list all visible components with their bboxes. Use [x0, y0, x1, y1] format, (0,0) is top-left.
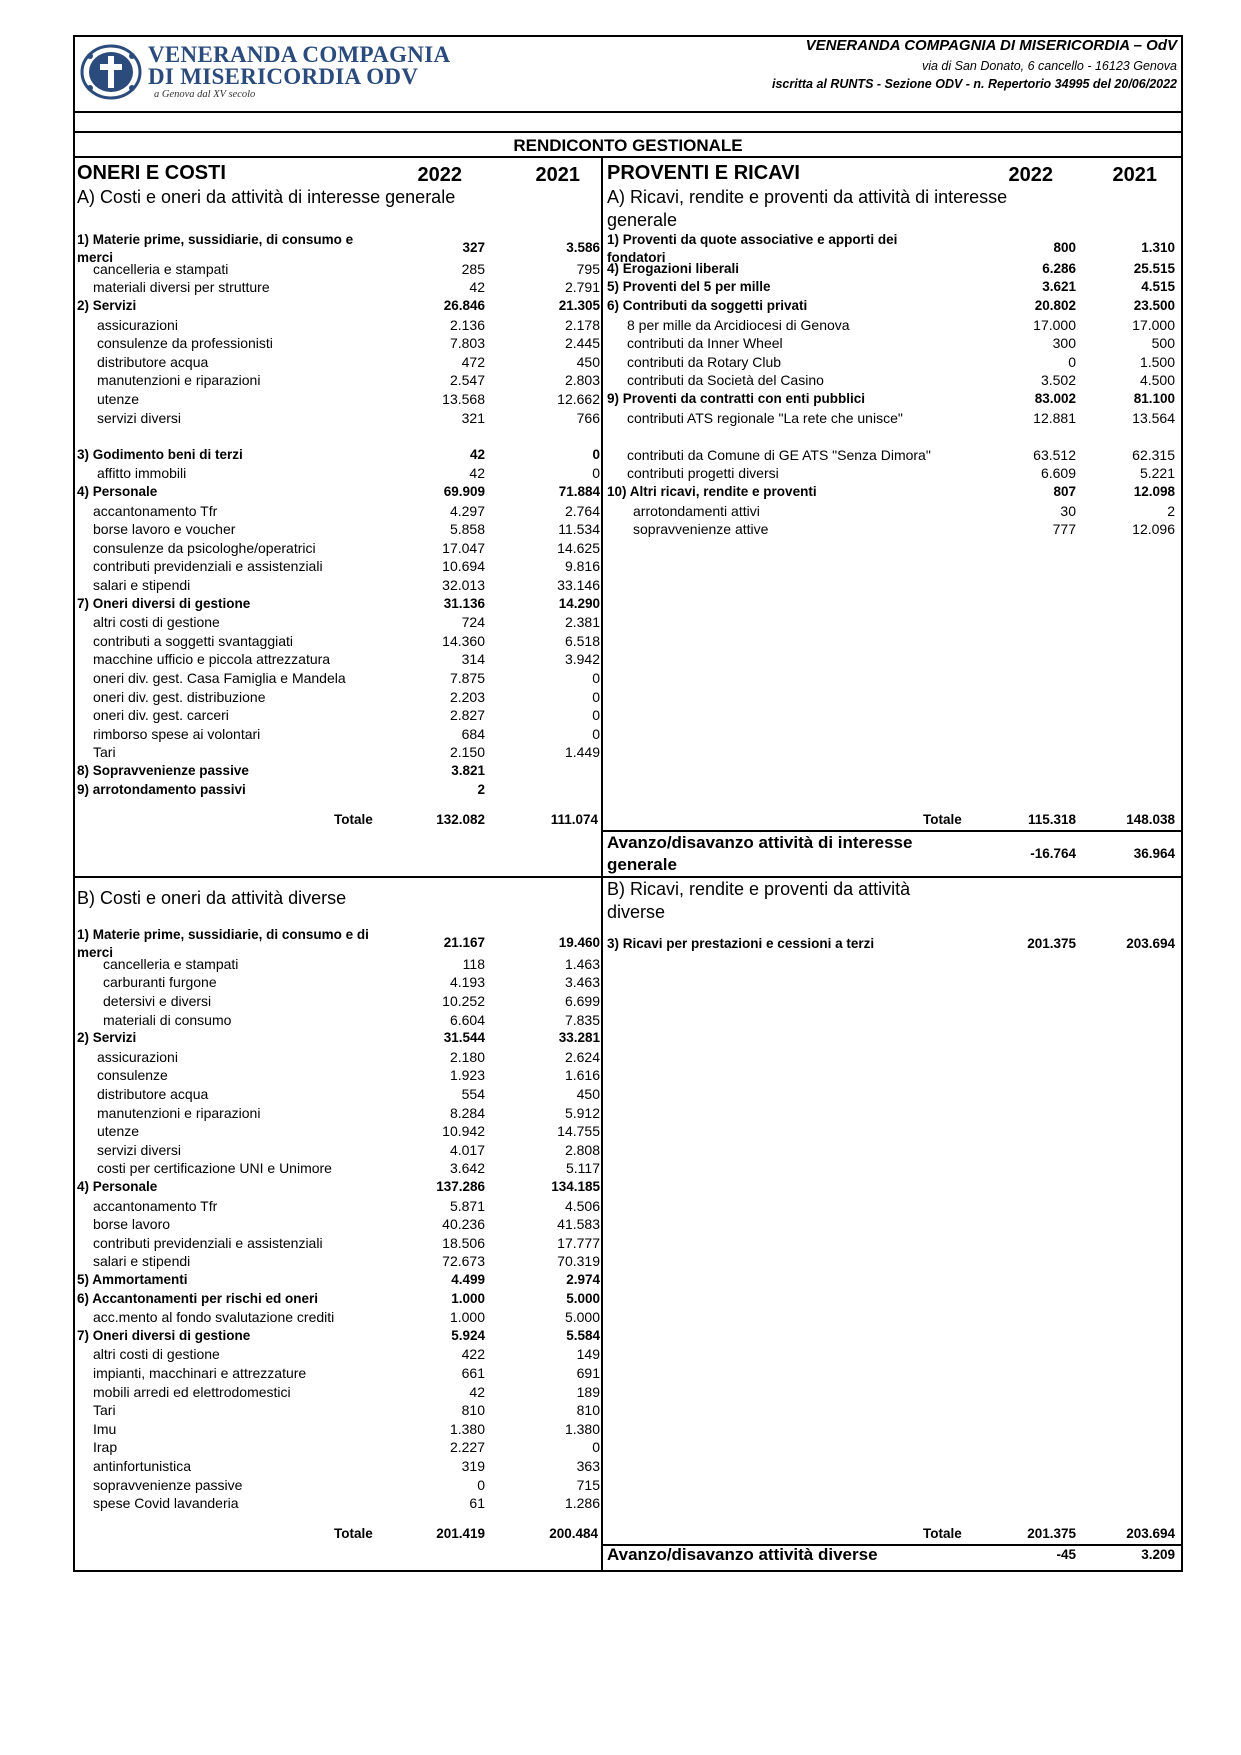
oneri-a-row-2022: 69.909 [443, 484, 485, 500]
oneri-b-row-2022: 422 [461, 1346, 485, 1363]
proventi-a-row-label: contributi progetti diversi [627, 465, 779, 482]
proventi-a-row-2022: 63.512 [1033, 446, 1076, 463]
oneri-a-row-2022: 17.047 [442, 539, 485, 556]
oneri-b-row-label: detersivi e diversi [103, 993, 212, 1010]
oneri-a-row-label: manutenzioni e riparazioni [97, 372, 261, 389]
header-address: via di San Donato, 6 cancello - 16123 Genova [921, 59, 1177, 73]
oneri-a-row-2022: 42 [469, 279, 485, 296]
oneri-b-row-2021: 1.463 [564, 955, 600, 972]
oneri-b-row-label: contributi previdenziali e assistenziali [93, 1234, 323, 1251]
oneri-a-row-2022: 724 [461, 614, 485, 631]
oneri-a-row-2022: 31.136 [443, 595, 485, 611]
oneri-b-row-2022: 31.544 [443, 1030, 485, 1046]
oneri-a-row-2021: 11.534 [558, 521, 600, 538]
proventi-a-row-2021: 1.500 [1139, 353, 1175, 370]
title-top-rule [73, 131, 1183, 133]
oneri-a-row-label: oneri div. gest. distribuzione [93, 688, 266, 705]
oneri-a-row-2021: 0 [592, 446, 600, 462]
oneri-b-row-label: costi per certificazione UNI e Unimore [97, 1160, 332, 1177]
oneri-b-row-2022: 1.000 [449, 1309, 485, 1326]
oneri-a-row-2022: 32.013 [442, 577, 485, 594]
oneri-b-row-label: Tari [93, 1402, 116, 1419]
oneri-b-row-2022: 40.236 [442, 1216, 485, 1233]
oneri-b-row-2022: 3.642 [449, 1160, 485, 1177]
header-org: VENERANDA COMPAGNIA DI MISERICORDIA – OdV [805, 37, 1177, 54]
oneri-b-row-2022: 0 [477, 1476, 485, 1493]
proventi-a-row-2022: 17.000 [1033, 316, 1076, 333]
oneri-a-row-label: macchine ufficio e piccola attrezzatura [93, 651, 331, 668]
oneri-a-row-2022: 14.360 [442, 632, 485, 649]
proventi-b-result-2022: -45 [1056, 1547, 1076, 1562]
oneri-a-row-2022: 26.846 [443, 298, 485, 314]
oneri-b-row-2021: 41.583 [557, 1216, 600, 1233]
oneri-b-row-2022: 1.923 [449, 1067, 485, 1084]
oneri-a-row-label: borse lavoro e voucher [93, 521, 236, 538]
oneri-b-row-2021: 810 [576, 1402, 600, 1419]
oneri-a-row-label: cancelleria e stampati [93, 260, 229, 277]
oneri-b-row-2021: 1.286 [564, 1495, 600, 1512]
proventi-a-row-2021: 12.096 [1132, 521, 1175, 538]
proventi-a-result-2022: -16.764 [1030, 846, 1076, 861]
proventi-a-row-2022: 3.621 [1042, 279, 1076, 295]
proventi-a-row-2021: 62.315 [1132, 446, 1175, 463]
oneri-a-row-2022: 472 [461, 353, 485, 370]
oneri-b-row-2022: 6.604 [449, 1011, 485, 1028]
oneri-b-row-label: 1) Materie prime, sussidiarie, di consumo e di merci [77, 927, 369, 960]
oneri-b-row-2022: 5.924 [451, 1327, 485, 1343]
oneri-a-row-2022: 3.821 [451, 763, 485, 779]
proventi-a-row-label: contributi ATS regionale "La rete che unisce" [627, 409, 903, 426]
oneri-b-row-2021: 5.117 [566, 1160, 600, 1177]
title-bottom-rule [73, 156, 1183, 158]
proventi-a-row-2022: 300 [1052, 335, 1076, 352]
oneri-b-row-2021: 0 [592, 1439, 600, 1456]
proventi-a-row-label: arrotondamenti attivi [633, 502, 760, 519]
oneri-section-b-title: B) Costi e oneri da attività diverse [77, 888, 347, 908]
proventi-a-row-2021: 23.500 [1133, 298, 1175, 314]
proventi-a-row-2022: 6.286 [1042, 260, 1076, 276]
logo-line1: VENERANDA COMPAGNIA [148, 42, 451, 67]
oneri-b-row-label: materiali di consumo [103, 1011, 232, 1028]
oneri-b-row-2022: 21.167 [443, 935, 485, 950]
proventi-heading: PROVENTI E RICAVI [607, 162, 800, 184]
oneri-b-row-2021: 17.777 [557, 1234, 600, 1251]
oneri-a-row-2021: 9.816 [564, 558, 600, 575]
oneri-b-row-label: servizi diversi [97, 1141, 182, 1158]
oneri-a-total-label: Totale [334, 812, 373, 827]
oneri-b-row-2021: 4.506 [564, 1197, 600, 1214]
proventi-b-row-2022: 201.375 [1027, 936, 1076, 951]
oneri-b-row-label: distributore acqua [97, 1086, 209, 1103]
oneri-b-row-label: borse lavoro [93, 1216, 171, 1233]
oneri-a-row-2021: 14.625 [557, 539, 600, 556]
oneri-b-row-2021: 363 [576, 1458, 600, 1475]
proventi-b-result-2021: 3.209 [1141, 1547, 1175, 1562]
oneri-a-row-2021: 0 [592, 465, 600, 482]
oneri-b-row-2022: 2.180 [449, 1048, 485, 1065]
oneri-a-row-2021: 766 [576, 409, 600, 426]
oneri-b-row-2021: 450 [576, 1086, 600, 1103]
proventi-a-row-2021: 12.098 [1133, 484, 1175, 500]
oneri-b-row-label: antinfortunistica [93, 1458, 192, 1475]
oneri-b-total-2021: 200.484 [549, 1526, 598, 1541]
oneri-a-row-label: Tari [93, 744, 116, 761]
oneri-b-row-2022: 319 [461, 1458, 485, 1475]
oneri-b-row-2021: 189 [576, 1383, 600, 1400]
logo [80, 40, 480, 106]
oneri-b-row-label: 6) Accantonamenti per rischi ed oneri [77, 1290, 319, 1306]
oneri-a-row-label: contributi a soggetti svantaggiati [93, 632, 294, 649]
oneri-section-a-title: A) Costi e oneri da attività di interesse generale [77, 187, 456, 207]
oneri-a-row-2022: 2.203 [449, 688, 485, 705]
oneri-b-row-label: Imu [93, 1420, 117, 1437]
oneri-a-row-2022: 7.803 [449, 335, 485, 352]
oneri-a-row-2021: 2.445 [564, 335, 600, 352]
oneri-b-row-label: assicurazioni [97, 1048, 178, 1065]
oneri-a-row-2022: 4.297 [449, 502, 485, 519]
oneri-a-row-label: oneri div. gest. Casa Famiglia e Mandela [93, 670, 346, 687]
logo-line2: DI MISERICORDIA ODV [148, 64, 419, 89]
oneri-b-row-2022: 554 [461, 1086, 485, 1103]
oneri-b-row-2021: 2.624 [564, 1048, 600, 1065]
oneri-a-row-2022: 2.136 [449, 316, 485, 333]
oneri-b-row-label: sopravvenienze passive [93, 1476, 243, 1493]
proventi-a-total-2021: 148.038 [1126, 812, 1175, 827]
proventi-a-row-2021: 13.564 [1132, 409, 1175, 426]
oneri-b-row-2021: 5.584 [566, 1327, 600, 1343]
oneri-b-row-2021: 2.808 [564, 1141, 600, 1158]
oneri-a-row-2021: 0 [592, 725, 600, 742]
oneri-a-row-label: accantonamento Tfr [93, 502, 218, 519]
oneri-a-row-2022: 42 [469, 446, 485, 462]
oneri-a-row-label: utenze [97, 391, 140, 408]
oneri-a-row-2022: 2.547 [449, 372, 485, 389]
oneri-b-row-2021: 715 [576, 1476, 600, 1493]
oneri-a-row-2022: 2.150 [449, 744, 485, 761]
oneri-a-row-2022: 285 [461, 260, 485, 277]
oneri-b-row-2022: 18.506 [442, 1234, 485, 1251]
oneri-b-row-2021: 6.699 [564, 993, 600, 1010]
crest-icon [80, 44, 142, 100]
proventi-b-row-2021: 203.694 [1126, 936, 1175, 951]
proventi-a-row-2022: 0 [1068, 353, 1076, 370]
report-title: RENDICONTO GESTIONALE [513, 136, 743, 155]
oneri-b-row-2021: 70.319 [557, 1253, 600, 1270]
oneri-b-row-2021: 14.755 [557, 1123, 600, 1140]
oneri-b-row-label: 2) Servizi [77, 1030, 137, 1046]
oneri-a-total-2022: 132.082 [436, 812, 485, 827]
proventi-a-row-label: contributi da Inner Wheel [627, 335, 783, 352]
oneri-a-row-label: rimborso spese ai volontari [93, 725, 261, 742]
oneri-b-row-2022: 137.286 [436, 1179, 485, 1195]
oneri-a-row-2021: 2.791 [564, 279, 600, 296]
oneri-a-row-label: 9) arrotondamento passivi [77, 781, 246, 797]
oneri-b-row-2021: 7.835 [564, 1011, 600, 1028]
proventi-section-a-title: A) Ricavi, rendite e proventi da attività di interesse generale [607, 187, 1008, 231]
proventi-a-row-2022: 6.609 [1040, 465, 1076, 482]
oneri-b-total-label: Totale [334, 1526, 373, 1541]
proventi-b-total-2022: 201.375 [1027, 1526, 1076, 1541]
proventi-a-row-label: contributi da Rotary Club [627, 353, 782, 370]
center-column-divider [601, 157, 603, 1570]
proventi-a-row-2021: 500 [1151, 335, 1175, 352]
oneri-a-row-2021: 2.764 [564, 502, 600, 519]
oneri-b-row-2022: 4.499 [451, 1272, 485, 1288]
oneri-a-row-label: oneri div. gest. carceri [93, 707, 229, 724]
oneri-a-row-label: affitto immobili [97, 465, 187, 482]
oneri-a-row-2021: 3.586 [566, 240, 600, 255]
oneri-year-2021: 2021 [535, 164, 580, 186]
proventi-b-total-label: Totale [923, 1526, 962, 1541]
oneri-a-row-2021: 2.803 [564, 372, 600, 389]
proventi-a-row-2022: 12.881 [1033, 409, 1076, 426]
proventi-a-row-2021: 17.000 [1132, 316, 1175, 333]
oneri-a-row-2021: 1.449 [564, 744, 600, 761]
proventi-a-row-label: 5) Proventi del 5 per mille [607, 279, 771, 295]
proventi-a-row-2021: 2 [1167, 502, 1175, 519]
proventi-a-row-label: contributi da Società del Casino [627, 372, 824, 389]
oneri-b-row-label: impianti, macchinari e attrezzature [93, 1365, 307, 1382]
oneri-a-row-2021: 33.146 [557, 577, 600, 594]
oneri-a-row-label: servizi diversi [97, 409, 182, 426]
oneri-a-row-2022: 42 [469, 465, 485, 482]
oneri-b-row-2021: 19.460 [558, 935, 600, 950]
proventi-a-total-2022: 115.318 [1027, 812, 1076, 827]
oneri-b-row-2021: 1.616 [564, 1067, 600, 1084]
oneri-b-total-2022: 201.419 [436, 1526, 485, 1541]
oneri-a-row-2022: 13.568 [442, 391, 485, 408]
proventi-a-row-2021: 4.515 [1141, 279, 1175, 295]
oneri-a-row-2021: 0 [592, 688, 600, 705]
proventi-a-row-2022: 20.802 [1034, 298, 1076, 314]
oneri-a-row-2022: 321 [461, 409, 485, 426]
proventi-a-row-2021: 25.515 [1133, 260, 1175, 276]
proventi-section-b-title: B) Ricavi, rendite e proventi da attività diverse [607, 879, 911, 923]
proventi-a-total-label: Totale [923, 812, 962, 827]
proventi-a-row-label: 4) Erogazioni liberali [607, 260, 740, 276]
oneri-a-row-2022: 10.694 [442, 558, 485, 575]
oneri-a-row-2021: 450 [576, 353, 600, 370]
oneri-a-row-label: consulenze da psicologhe/operatrici [93, 539, 316, 556]
oneri-b-row-2022: 61 [469, 1495, 485, 1512]
proventi-b-row-label: 3) Ricavi per prestazioni e cessioni a terzi [607, 936, 875, 951]
proventi-b-total-2021: 203.694 [1126, 1526, 1175, 1541]
oneri-a-row-2021: 0 [592, 670, 600, 687]
oneri-b-row-label: acc.mento al fondo svalutazione crediti [93, 1309, 335, 1326]
oneri-b-row-label: consulenze [97, 1067, 168, 1084]
oneri-b-row-label: salari e stipendi [93, 1253, 191, 1270]
oneri-a-row-2021: 0 [592, 707, 600, 724]
oneri-a-row-2021: 6.518 [564, 632, 600, 649]
oneri-b-row-2022: 4.193 [449, 974, 485, 991]
oneri-a-row-label: 3) Godimento beni di terzi [77, 446, 243, 462]
proventi-a-row-2022: 807 [1053, 484, 1076, 500]
oneri-a-row-label: altri costi di gestione [93, 614, 220, 631]
oneri-b-row-2022: 42 [469, 1383, 485, 1400]
oneri-b-row-2022: 5.871 [449, 1197, 485, 1214]
oneri-b-row-label: 7) Oneri diversi di gestione [77, 1327, 251, 1343]
proventi-a-row-2022: 30 [1060, 502, 1076, 519]
oneri-year-2022: 2022 [417, 164, 462, 186]
oneri-a-row-label: distributore acqua [97, 353, 209, 370]
oneri-b-row-2022: 10.252 [442, 993, 485, 1010]
proventi-a-row-label: sopravvenienze attive [633, 521, 769, 538]
oneri-b-row-2022: 1.000 [451, 1290, 485, 1306]
proventi-a-row-2021: 4.500 [1139, 372, 1175, 389]
proventi-a-result-2021: 36.964 [1133, 846, 1175, 861]
oneri-b-row-2021: 134.185 [551, 1179, 600, 1195]
oneri-a-row-2021: 3.942 [564, 651, 600, 668]
oneri-b-row-label: spese Covid lavanderia [93, 1495, 239, 1512]
proventi-a-row-2022: 3.502 [1040, 372, 1076, 389]
proventi-a-row-2021: 81.100 [1133, 391, 1175, 407]
oneri-b-row-2021: 5.000 [566, 1290, 600, 1306]
oneri-heading: ONERI E COSTI [77, 162, 226, 184]
oneri-b-row-2021: 5.912 [564, 1104, 600, 1121]
oneri-b-row-label: manutenzioni e riparazioni [97, 1104, 261, 1121]
oneri-a-row-2021: 2.381 [564, 614, 600, 631]
oneri-b-row-2021: 1.380 [564, 1420, 600, 1437]
proventi-b-result-label: Avanzo/disavanzo attività diverse [607, 1545, 878, 1564]
oneri-b-row-2022: 810 [461, 1402, 485, 1419]
oneri-b-row-2022: 118 [462, 955, 485, 972]
oneri-a-row-2022: 2.827 [449, 707, 485, 724]
oneri-b-row-label: 4) Personale [77, 1179, 158, 1195]
oneri-b-row-2022: 72.673 [442, 1253, 485, 1270]
proventi-a-row-2021: 1.310 [1141, 240, 1175, 255]
oneri-b-row-2021: 3.463 [564, 974, 600, 991]
oneri-a-row-2021: 71.884 [558, 484, 600, 500]
oneri-b-row-2021: 149 [576, 1346, 600, 1363]
oneri-b-row-2022: 661 [461, 1365, 485, 1382]
oneri-b-row-label: carburanti furgone [103, 974, 217, 991]
oneri-b-row-label: altri costi di gestione [93, 1346, 220, 1363]
oneri-a-row-label: 8) Sopravvenienze passive [77, 763, 249, 779]
proventi-a-row-2022: 777 [1052, 521, 1076, 538]
oneri-a-row-label: 7) Oneri diversi di gestione [77, 595, 251, 611]
oneri-a-total-2021: 111.074 [550, 812, 598, 827]
oneri-a-row-2021: 795 [576, 260, 600, 277]
oneri-a-row-label: salari e stipendi [93, 577, 191, 594]
proventi-a-row-label: 6) Contributi da soggetti privati [607, 298, 808, 314]
oneri-b-row-label: accantonamento Tfr [93, 1197, 218, 1214]
proventi-a-row-label: 1) Proventi da quote associative e apporti dei fondatori [607, 232, 898, 265]
oneri-a-row-label: consulenze da professionisti [97, 335, 273, 352]
oneri-a-row-label: contributi previdenziali e assistenziali [93, 558, 323, 575]
oneri-a-row-2021: 12.662 [557, 391, 600, 408]
proventi-a-row-label: 9) Proventi da contratti con enti pubblici [607, 391, 866, 407]
oneri-b-row-label: Irap [93, 1439, 118, 1456]
oneri-a-row-2021: 21.305 [558, 298, 600, 314]
oneri-a-row-2022: 2 [477, 781, 485, 797]
oneri-a-row-label: 4) Personale [77, 484, 158, 500]
proventi-a-result-label: Avanzo/disavanzo attività di interesse generale [607, 833, 913, 875]
oneri-b-row-label: mobili arredi ed elettrodomestici [93, 1383, 291, 1400]
proventi-a-row-label: contributi da Comune di GE ATS "Senza Dimora" [627, 446, 931, 463]
oneri-b-row-2022: 8.284 [449, 1104, 485, 1121]
logo-line3: a Genova dal XV secolo [154, 89, 256, 100]
oneri-a-row-label: materiali diversi per strutture [93, 279, 270, 296]
oneri-b-row-label: 5) Ammortamenti [77, 1272, 188, 1288]
oneri-b-row-2022: 2.227 [449, 1439, 485, 1456]
oneri-a-row-2022: 7.875 [449, 670, 485, 687]
oneri-b-row-label: utenze [97, 1123, 140, 1140]
proventi-year-2021: 2021 [1112, 164, 1157, 186]
oneri-a-row-label: 1) Materie prime, sussidiarie, di consumo e merci [77, 232, 354, 265]
oneri-b-row-2021: 5.000 [564, 1309, 600, 1326]
oneri-b-row-label: cancelleria e stampati [103, 955, 239, 972]
oneri-b-row-2021: 691 [576, 1365, 600, 1382]
oneri-a-row-2021: 2.178 [564, 316, 600, 333]
oneri-a-row-2022: 684 [461, 725, 485, 742]
oneri-a-row-label: assicurazioni [97, 316, 178, 333]
oneri-b-row-2022: 10.942 [442, 1123, 485, 1140]
oneri-a-row-2022: 327 [462, 240, 485, 255]
header-registry: iscritta al RUNTS - Sezione ODV - n. Repertorio 34995 del 20/06/2022 [771, 77, 1177, 91]
proventi-a-row-2021: 5.221 [1139, 465, 1175, 482]
oneri-b-row-2021: 2.974 [566, 1272, 600, 1288]
oneri-a-row-2021: 14.290 [558, 595, 600, 611]
oneri-a-row-2022: 5.858 [449, 521, 485, 538]
proventi-a-row-2022: 800 [1053, 240, 1076, 255]
oneri-a-row-label: 2) Servizi [77, 298, 137, 314]
proventi-a-row-2022: 83.002 [1034, 391, 1076, 407]
proventi-a-row-label: 8 per mille da Arcidiocesi di Genova [627, 316, 850, 333]
oneri-b-row-2022: 4.017 [449, 1141, 485, 1158]
oneri-a-row-2022: 314 [461, 651, 485, 668]
oneri-b-row-2022: 1.380 [449, 1420, 485, 1437]
header-divider [73, 111, 1183, 113]
oneri-b-row-2021: 33.281 [558, 1030, 600, 1046]
proventi-year-2022: 2022 [1008, 164, 1053, 186]
proventi-a-row-label: 10) Altri ricavi, rendite e proventi [607, 484, 817, 500]
